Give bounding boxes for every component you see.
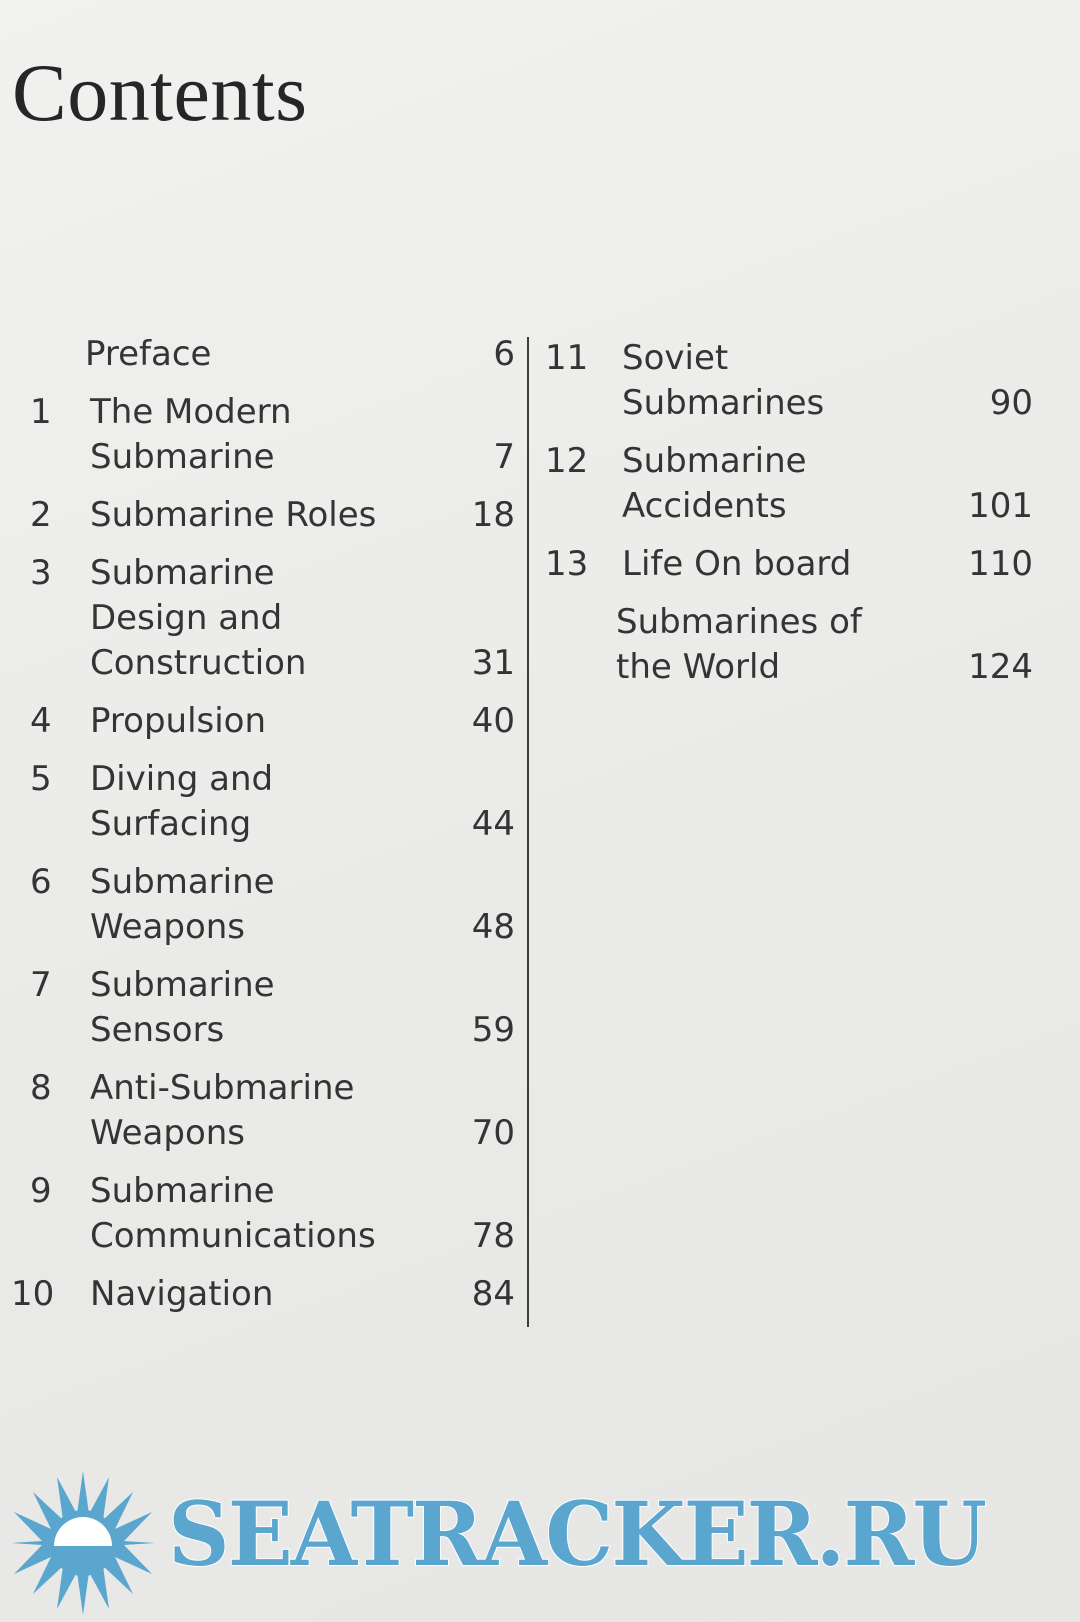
toc-entry-12 — [530, 439, 1038, 529]
toc-entry-2 — [0, 493, 520, 538]
toc-entry-title — [622, 336, 892, 426]
toc-entry-page: 110 — [968, 544, 1033, 584]
toc-entry-title-line: Accidents — [622, 486, 787, 526]
toc-entry-title-line: Soviet — [622, 338, 729, 378]
toc-entry-page: 70 — [471, 1113, 515, 1153]
toc-entry-title-line: Submarines of — [616, 602, 862, 642]
toc-entry-page: 84 — [471, 1274, 515, 1314]
toc-entry-title-line: Navigation — [90, 1274, 274, 1314]
toc-entry-title-line: Communications — [90, 1216, 376, 1256]
toc-entry-13 — [530, 542, 1038, 587]
watermark — [0, 1468, 1080, 1622]
toc-entry-11 — [530, 336, 1038, 426]
toc-entry-title — [622, 542, 892, 587]
sun-icon — [8, 1468, 158, 1618]
toc-entry-title-line: Preface — [85, 334, 212, 374]
toc-entry-page: 18 — [471, 495, 515, 535]
toc-entry-page: 7 — [493, 437, 515, 477]
toc-entry-title-line: The Modern — [90, 392, 292, 432]
toc-entry-page: 101 — [968, 486, 1033, 526]
toc-entry-title-line: Construction — [90, 643, 307, 683]
column-divider — [527, 337, 529, 1327]
toc-entry-preface — [0, 332, 520, 377]
toc-entry-number: 1 — [30, 392, 52, 432]
toc-entry-page: 31 — [471, 643, 515, 683]
toc-entry-title-line: Submarine — [622, 441, 807, 481]
toc-entry-title-line: Weapons — [90, 1113, 246, 1153]
toc-entry-7 — [0, 963, 520, 1053]
toc-entry-page: 40 — [471, 701, 515, 741]
toc-entry-title-line: Submarines — [622, 383, 825, 423]
toc-entry-number: 10 — [11, 1274, 55, 1314]
toc-entry-page: 44 — [471, 804, 515, 844]
toc-left-column — [0, 332, 520, 1330]
toc-entry-title-line: Submarine — [90, 437, 275, 477]
toc-entry-submarines-of-the-world — [530, 600, 1038, 690]
toc-entry-number: 9 — [30, 1171, 52, 1211]
toc-entry-3 — [0, 551, 520, 686]
toc-entry-10 — [0, 1272, 520, 1317]
toc-entry-number: 3 — [30, 553, 52, 593]
toc-entry-title — [90, 1169, 430, 1259]
toc-entry-title-line: Submarine Roles — [90, 495, 377, 535]
toc-entry-number: 7 — [30, 965, 52, 1005]
toc-entry-title-line: Life On board — [622, 544, 852, 584]
toc-entry-5 — [0, 757, 520, 847]
toc-entry-number: 4 — [30, 701, 52, 741]
toc-entry-title-line: Submarine — [90, 553, 275, 593]
toc-entry-title-line: Sensors — [90, 1010, 225, 1050]
toc-right-column — [530, 336, 1038, 703]
toc-entry-title-line: Design and — [90, 598, 283, 638]
toc-entry-title — [90, 860, 430, 950]
toc-entry-page: 59 — [471, 1010, 515, 1050]
toc-entry-9 — [0, 1169, 520, 1259]
toc-entry-title-line: Submarine — [90, 965, 275, 1005]
toc-entry-number: 8 — [30, 1068, 52, 1108]
toc-entry-title — [90, 699, 430, 744]
toc-entry-title — [90, 493, 430, 538]
toc-entry-title-line: Submarine — [90, 1171, 275, 1211]
toc-entry-title — [90, 963, 430, 1053]
toc-entry-number: 13 — [545, 544, 589, 584]
toc-entry-title — [90, 1272, 430, 1317]
toc-entry-6 — [0, 860, 520, 950]
toc-entry-number: 11 — [545, 338, 589, 378]
toc-entry-title — [85, 332, 425, 377]
toc-entry-number: 12 — [545, 441, 589, 481]
toc-entry-8 — [0, 1066, 520, 1156]
toc-entry-title-line: Surfacing — [90, 804, 252, 844]
toc-entry-page: 78 — [471, 1216, 515, 1256]
page-title: Contents — [12, 47, 308, 138]
toc-entry-number: 5 — [30, 759, 52, 799]
toc-entry-title — [90, 757, 430, 847]
toc-entry-title — [90, 390, 430, 480]
toc-entry-title-line: Anti-Submarine — [90, 1068, 355, 1108]
toc-entry-title — [616, 600, 886, 690]
toc-entry-number: 2 — [30, 495, 52, 535]
toc-entry-page: 90 — [989, 383, 1033, 423]
toc-entry-1 — [0, 390, 520, 480]
toc-entry-title-line: the World — [616, 647, 781, 687]
toc-entry-title — [622, 439, 892, 529]
toc-entry-title-line: Propulsion — [90, 701, 267, 741]
toc-entry-page: 48 — [471, 907, 515, 947]
toc-entry-4 — [0, 699, 520, 744]
watermark-text: SEATRACKER.RU — [168, 1482, 985, 1586]
toc-entry-title-line: Diving and — [90, 759, 274, 799]
toc-entry-page: 124 — [968, 647, 1033, 687]
toc-entry-title-line: Submarine — [90, 862, 275, 902]
toc-entry-title — [90, 1066, 430, 1156]
toc-entry-page: 6 — [493, 334, 515, 374]
toc-entry-title — [90, 551, 430, 686]
toc-entry-title-line: Weapons — [90, 907, 246, 947]
toc-entry-number: 6 — [30, 862, 52, 902]
